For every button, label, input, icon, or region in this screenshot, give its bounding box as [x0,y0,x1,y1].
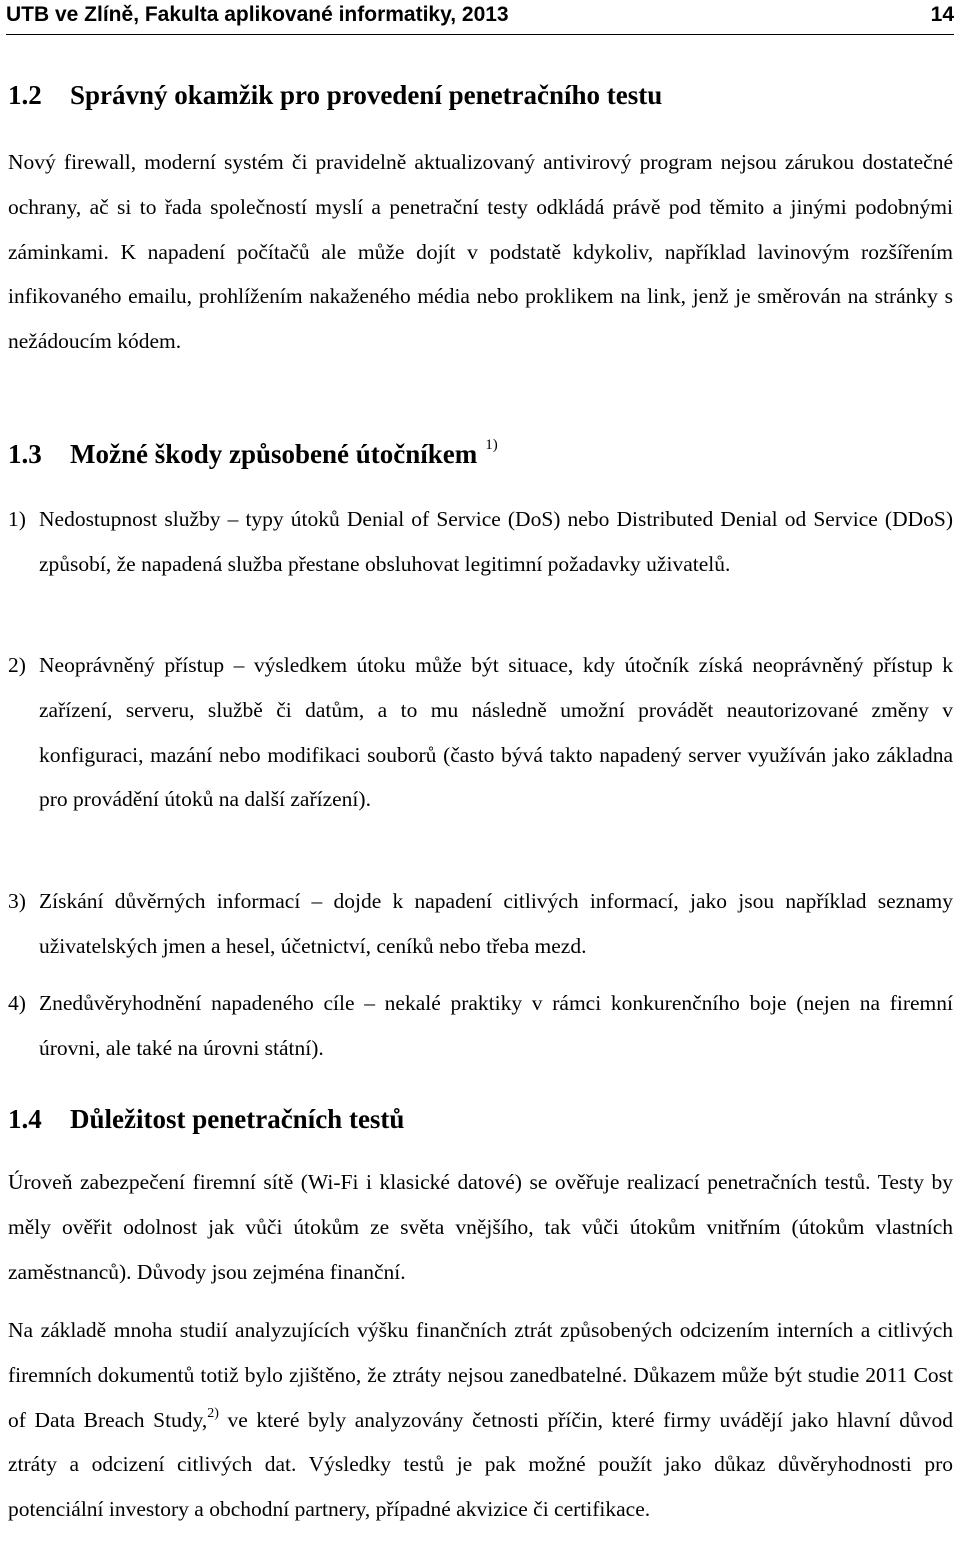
paragraph-studies [8,1308,953,1532]
list-item-number: 2) [8,653,26,677]
paragraph-text: Nový firewall, moderní systém či pravidelně aktualizovaný antivirový program nejsou zárukou dostatečné ochrany, ač si to řada společností myslí a penetrační testy odkládá právě pod těmito a jinými podobnými záminkami. [8,150,953,264]
list-item-text: Znedůvěryhodnění napadeného cíle – nekalé praktiky v rámci konkurenčního boje (nejen na firemní úrovni, ale také na úrovni státní). [39,991,953,1060]
section-number: 1.2 [8,80,42,110]
paragraph-right-moment [8,140,953,364]
section-heading-1-2 [8,80,662,111]
paragraph-text: Na základě mnoha studií analyzujících výšku finančních ztrát způsobených odcizením interních a citlivých firemních dokumentů totiž bylo zjištěno, že ztráty nejsou zanedbatelné. Důkazem může být studie 2011 Cost of Data Breach Study, [8,1318,953,1432]
header-title: UTB ve Zlíně, Fakulta aplikované informatiky, 2013 [6,3,509,26]
section-title: Správný okamžik pro provedení penetračního testu [70,80,663,110]
list-item-text: Neoprávněný přístup – výsledkem útoku může být situace, kdy útočník získá neoprávněný přístup k zařízení, serveru, službě či datům, a to mu následně umožní provádět neautorizované změny v konfiguraci, mazání nebo modifikaci souborů (často bývá takto napadený server využíván jako základna pro provádění útoků na další zařízení). [39,653,953,812]
list-item-text: Nedostupnost služby – typy útoků Denial of Service (DoS) nebo Distributed Denial od Service (DDoS) způsobí, že napadená služba přestane obsluhovat legitimní požadavky uživatelů. [39,507,953,576]
section-number: 1.4 [8,1104,42,1134]
list-item-text: Získání důvěrných informací – dojde k napadení citlivých informací, jako jsou například seznamy uživatelských jmen a hesel, účetnictví, ceníků nebo třeba mezd. [39,889,953,958]
list-item [8,497,953,587]
footnote-reference: 2) [207,1405,219,1421]
paragraph-text: ve které byly analyzovány četnosti příčin, které firmy uvádějí jako hlavní důvod ztráty a odcizení citlivých dat. Výsledky testů je pak možné použít jako důkaz důvěryhodnosti pro potenciální investory a obchodní partnery, případné akvizice či certifikace. [8,1407,953,1522]
list-item-number: 4) [8,991,26,1015]
paragraph-text: Úroveň zabezpečení firemní sítě (Wi-Fi i klasické datové) se ověřuje realizací penetračních testů. Testy by měly ověřit odolnost jak vůči útokům ze světa vnějšího, tak vůči útokům vnitřním (útokům vlastních zaměstnanců). Důvody jsou zejména finanční. [8,1170,953,1284]
list-item [8,981,953,1071]
section-heading-1-4 [8,1104,404,1135]
list-item-number: 1) [8,507,26,531]
list-item [8,643,953,822]
list-item [8,879,953,969]
page-number: 14 [930,3,954,26]
list-item-number: 3) [8,889,26,913]
section-heading-1-3 [8,437,498,470]
footnote-reference: 1) [485,437,498,453]
section-number: 1.3 [8,439,42,469]
paragraph-importance [8,1160,953,1294]
paragraph-text: K napadení počítačů ale může dojít v podstatě kdykoliv, například lavinovým rozšířením infikovaného emailu, prohlížením nakaženého média nebo proklikem na link, jenž je směrován na stránky s nežádoucím kódem. [8,239,954,354]
section-title: Možné škody způsobené útočníkem [70,439,478,469]
section-title: Důležitost penetračních testů [70,1104,405,1134]
page-header [6,0,954,35]
